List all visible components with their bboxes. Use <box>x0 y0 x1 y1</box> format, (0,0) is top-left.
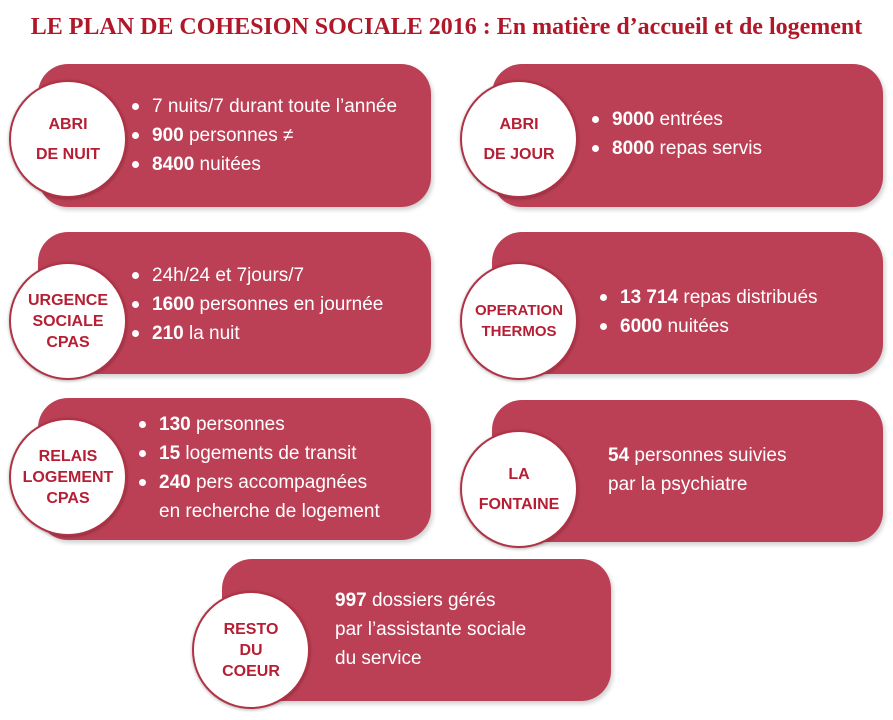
list-item: 9000 entrées <box>590 105 762 134</box>
text-la-fontaine <box>608 441 787 499</box>
text-line: 54 personnes suivies <box>608 445 787 466</box>
list-abri-de-nuit <box>130 92 397 179</box>
badge-line: SOCIALE <box>32 312 104 330</box>
badge-line: DE NUIT <box>36 145 100 163</box>
list-item: 900 personnes ≠ <box>130 121 397 150</box>
list-item: 130 personnes <box>137 410 380 439</box>
badge-line: CPAS <box>46 333 90 351</box>
text-resto-du-coeur <box>335 586 526 673</box>
badge-resto-du-coeur <box>192 591 310 709</box>
list-item: 210 la nuit <box>130 319 383 348</box>
list-relais-logement <box>137 410 380 526</box>
badge-line: DU <box>239 641 263 659</box>
badge-abri-de-nuit <box>9 80 127 198</box>
badge-line: COEUR <box>222 662 280 680</box>
badge-relais-logement <box>9 418 127 536</box>
badge-urgence-sociale <box>9 262 127 380</box>
badge-line: ABRI <box>48 115 88 133</box>
badge-la-fontaine <box>460 430 578 548</box>
badge-line: THERMOS <box>481 323 557 340</box>
text-line: par l’assistante sociale <box>335 619 527 640</box>
badge-line: ABRI <box>499 115 539 133</box>
list-item: 240 pers accompagnées <box>137 468 380 497</box>
badge-line: LOGEMENT <box>22 468 114 486</box>
text-line: 997 dossiers gérés <box>335 590 496 611</box>
list-item: 7 nuits/7 durant toute l’année <box>130 92 397 121</box>
text-line: du service <box>335 648 422 669</box>
badge-operation-thermos <box>460 262 578 380</box>
badge-line: DE JOUR <box>483 145 555 163</box>
badge-line: OPERATION <box>474 302 564 319</box>
list-item: 24h/24 et 7jours/7 <box>130 261 383 290</box>
badge-line: URGENCE <box>27 291 108 309</box>
badge-line: CPAS <box>46 489 90 507</box>
list-urgence-sociale <box>130 261 383 348</box>
list-item: 8000 repas servis <box>590 134 762 163</box>
text-line: par la psychiatre <box>608 474 748 495</box>
badge-abri-de-jour <box>460 80 578 198</box>
list-abri-de-jour <box>590 105 762 163</box>
list-item-continuation: en recherche de logement <box>159 501 380 522</box>
badge-line: FONTAINE <box>478 495 560 513</box>
list-item: 1600 personnes en journée <box>130 290 383 319</box>
page-title: LE PLAN DE COHESION SOCIALE 2016 : En matière d’accueil et de logement <box>30 14 863 40</box>
list-item: 6000 nuitées <box>598 312 818 341</box>
list-operation-thermos <box>598 283 818 341</box>
list-item: 15 logements de transit <box>137 439 380 468</box>
list-item: 13 714 repas distribués <box>598 283 818 312</box>
badge-line: LA <box>508 465 530 483</box>
badge-line: RESTO <box>223 620 279 638</box>
list-item: 8400 nuitées <box>130 150 397 179</box>
badge-line: RELAIS <box>38 447 98 465</box>
